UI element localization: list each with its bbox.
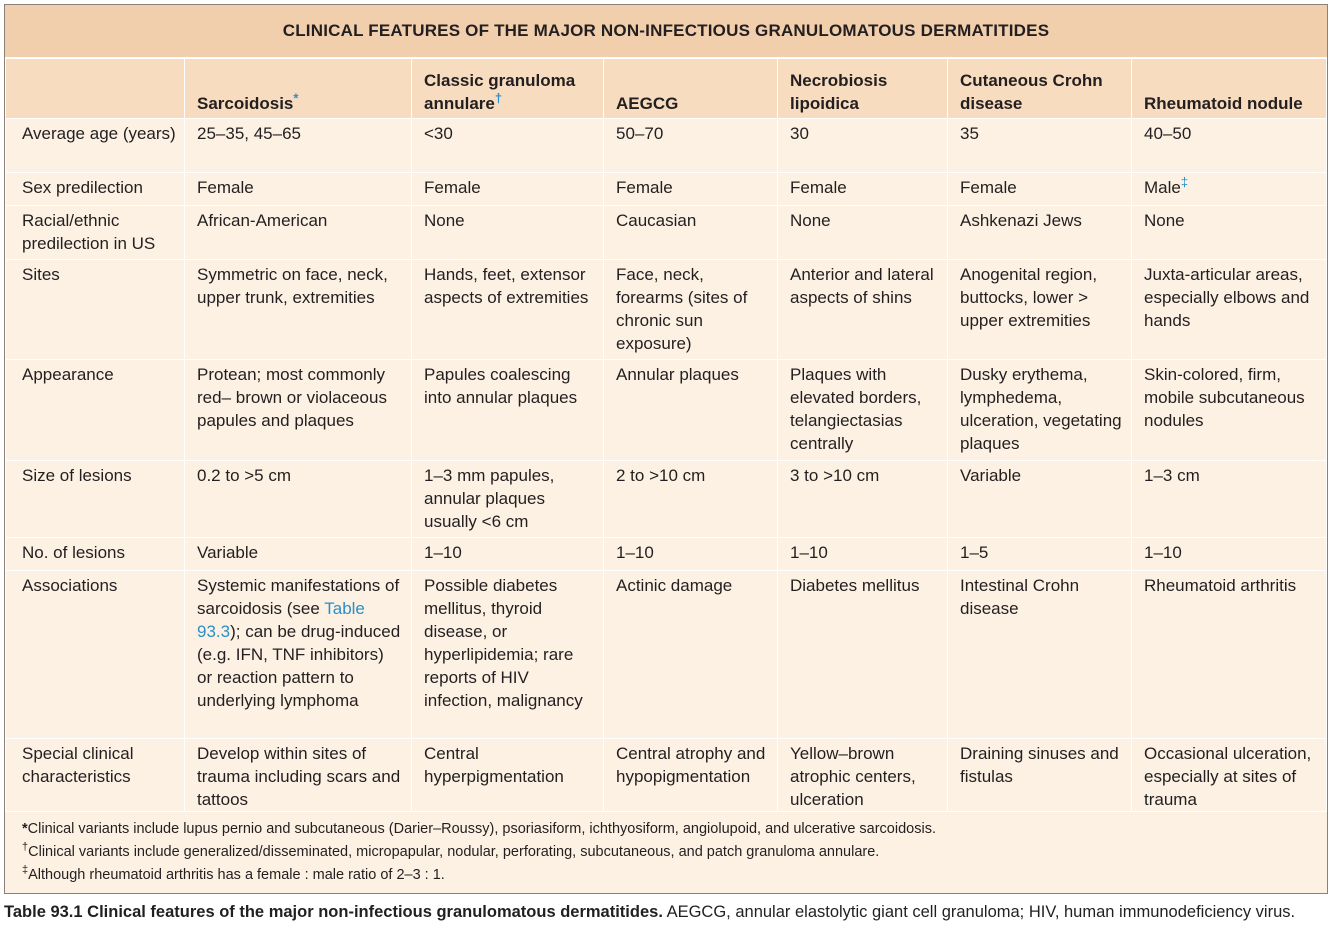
row-header: No. of lesions (6, 538, 185, 571)
cell-text: Female (616, 178, 673, 197)
cell-text: 3 to >10 cm (790, 466, 880, 485)
cell-text: Hands, feet, extensor aspects of extremities (424, 265, 589, 307)
column-header-label: Rheumatoid nodule (1144, 94, 1303, 113)
column-header-label: Necrobiosis lipoidica (790, 71, 888, 113)
table-caption (4, 902, 1324, 923)
table-cell (604, 173, 778, 206)
column-header (412, 59, 604, 119)
column-header (185, 59, 412, 119)
row-header: Sex predilection (6, 173, 185, 206)
table-cell (1132, 739, 1327, 812)
row-header: Appearance (6, 360, 185, 461)
table-cell (412, 206, 604, 260)
cell-text: Central hyperpigmentation (424, 744, 564, 786)
table-cell (185, 538, 412, 571)
table-row (6, 538, 1327, 571)
clinical-features-table (4, 4, 1328, 894)
table-reference-link[interactable]: Table 93.3 (197, 599, 365, 641)
footnote (22, 841, 1327, 864)
cell-text: Female (960, 178, 1017, 197)
table-cell (412, 538, 604, 571)
table-row (6, 739, 1327, 812)
column-header-label: Cutaneous Crohn disease (960, 71, 1103, 113)
table-cell (604, 260, 778, 360)
table-cell (1132, 173, 1327, 206)
table-cell (948, 461, 1132, 538)
cell-text: Variable (960, 466, 1022, 485)
table-cell (778, 538, 948, 571)
cell-text: Male (1144, 178, 1181, 197)
cell-text: Caucasian (616, 211, 697, 230)
cell-text: Actinic damage (616, 576, 733, 595)
table-row (6, 206, 1327, 260)
cell-text: 1–10 (424, 543, 462, 562)
table-cell (778, 461, 948, 538)
cell-text: 30 (790, 124, 809, 143)
table-cell (1132, 119, 1327, 173)
cell-text: 25–35, 45–65 (197, 124, 301, 143)
cell-text: 2 to >10 cm (616, 466, 706, 485)
table-cell (185, 360, 412, 461)
table-cell (1132, 360, 1327, 461)
cell-text: Anterior and lateral aspects of shins (790, 265, 934, 307)
footnote-mark: † (494, 90, 503, 106)
row-header: Racial/ethnic predilection in US (6, 206, 185, 260)
cell-text: Symmetric on face, neck, upper trunk, extremities (197, 265, 388, 307)
table-cell (412, 173, 604, 206)
cell-text: Skin-colored, firm, mobile subcutaneous nodules (1144, 365, 1305, 430)
cell-text: Systemic manifestations of sarcoidosis (see (197, 576, 400, 618)
table-cell (778, 260, 948, 360)
column-header (604, 59, 778, 119)
features-grid (5, 58, 1327, 812)
table-cell (948, 173, 1132, 206)
cell-text: Female (197, 178, 254, 197)
table-body (6, 119, 1327, 812)
cell-text: Female (790, 178, 847, 197)
cell-text: Variable (197, 543, 259, 562)
table-row (6, 360, 1327, 461)
table-cell (412, 571, 604, 739)
cell-text: ); can be drug-induced (e.g. IFN, TNF inhibitors) or reaction pattern to underlying lymphoma (197, 622, 401, 710)
footnote-text: Clinical variants include generalized/disseminated, micropapular, nodular, perforating, subcutaneous, and patch granuloma annulare. (28, 844, 880, 860)
table-cell (185, 739, 412, 812)
table-cell (1132, 206, 1327, 260)
table-cell (1132, 538, 1327, 571)
row-header: Sites (6, 260, 185, 360)
table-cell (604, 119, 778, 173)
cell-text: 1–10 (790, 543, 828, 562)
table-row (6, 260, 1327, 360)
table-cell (778, 119, 948, 173)
table-cell (778, 571, 948, 739)
cell-text: 1–10 (616, 543, 654, 562)
column-header (1132, 59, 1327, 119)
table-cell (948, 571, 1132, 739)
cell-text: 0.2 to >5 cm (197, 466, 292, 485)
row-header: Average age (years) (6, 119, 185, 173)
table-cell (778, 206, 948, 260)
cell-text: 50–70 (616, 124, 664, 143)
cell-text: Female (424, 178, 481, 197)
table-cell (948, 206, 1132, 260)
footnote (22, 818, 1327, 841)
cell-text: 40–50 (1144, 124, 1192, 143)
table-cell (412, 260, 604, 360)
column-header-label: Classic granuloma annulare (424, 71, 576, 113)
cell-text: Diabetes mellitus (790, 576, 920, 595)
table-row (6, 119, 1327, 173)
table-cell (185, 173, 412, 206)
table-cell (1132, 260, 1327, 360)
footnote-symbol: * (22, 821, 28, 837)
footnote-symbol: † (22, 841, 29, 854)
table-cell (412, 360, 604, 461)
cell-text: 1–3 cm (1144, 466, 1200, 485)
cell-text: Papules coalescing into annular plaques (424, 365, 578, 407)
table-cell (604, 739, 778, 812)
table-cell (185, 206, 412, 260)
column-header-label: AEGCG (616, 94, 679, 113)
table-cell (185, 260, 412, 360)
table-cell (778, 739, 948, 812)
cell-text: 1–5 (960, 543, 989, 562)
row-header: Size of lesions (6, 461, 185, 538)
cell-text: Anogenital region, buttocks, lower > upper extremities (960, 265, 1098, 330)
table-row (6, 461, 1327, 538)
footnote-mark: * (293, 90, 299, 106)
cell-text: None (424, 211, 465, 230)
footnote-symbol: ‡ (22, 864, 29, 877)
table-cell (948, 739, 1132, 812)
table-cell (604, 461, 778, 538)
cell-text: Central atrophy and hypopigmentation (616, 744, 766, 786)
cell-text: <30 (424, 124, 453, 143)
cell-text: Yellow–brown atrophic centers, ulceration (790, 744, 916, 809)
cell-text: 35 (960, 124, 979, 143)
table-row (6, 571, 1327, 739)
cell-text: Rheumatoid arthritis (1144, 576, 1297, 595)
column-header (778, 59, 948, 119)
table-cell (412, 461, 604, 538)
table-cell (948, 360, 1132, 461)
table-cell (1132, 461, 1327, 538)
column-header-label: Sarcoidosis (197, 94, 294, 113)
cell-text: None (790, 211, 831, 230)
table-cell (1132, 571, 1327, 739)
table-cell (412, 739, 604, 812)
footnote-text: Clinical variants include lupus pernio and subcutaneous (Darier–Roussy), psoriasiform, ichthyosiform, angiolupoid, and ulcerative sarcoidosis. (27, 821, 936, 837)
header-corner (6, 59, 185, 119)
table-cell (185, 119, 412, 173)
table-cell (604, 538, 778, 571)
column-header (948, 59, 1132, 119)
cell-text: Occasional ulceration, especially at sites of trauma (1144, 744, 1312, 809)
table-cell (185, 571, 412, 739)
cell-text: Juxta-articular areas, especially elbows and hands (1144, 265, 1310, 330)
cell-text: African-American (197, 211, 328, 230)
table-cell (412, 119, 604, 173)
cell-text: Face, neck, forearms (sites of chronic sun exposure) (616, 265, 748, 353)
cell-text: Intestinal Crohn disease (960, 576, 1080, 618)
cell-text: Ashkenazi Jews (960, 211, 1082, 230)
cell-text: Plaques with elevated borders, telangiectasias centrally (790, 365, 922, 453)
table-cell (948, 260, 1132, 360)
table-cell (948, 538, 1132, 571)
caption-lead: Table 93.1 Clinical features of the major non-infectious granulomatous dermatitides. (4, 903, 663, 921)
table-cell (778, 360, 948, 461)
cell-text: Draining sinuses and fistulas (960, 744, 1119, 786)
row-header: Associations (6, 571, 185, 739)
table-title: CLINICAL FEATURES OF THE MAJOR NON-INFECTIOUS GRANULOMATOUS DERMATITIDES (5, 5, 1327, 58)
cell-text: 1–3 mm papules, annular plaques usually <6 cm (424, 466, 555, 531)
cell-text: Possible diabetes mellitus, thyroid disease, or hyperlipidemia; rare reports of HIV infection, malignancy (424, 576, 583, 710)
footnote (22, 864, 1327, 887)
table-cell (778, 173, 948, 206)
cell-text: Annular plaques (616, 365, 739, 384)
header-row (6, 59, 1327, 119)
footnotes (5, 812, 1327, 887)
table-cell (604, 571, 778, 739)
footnote-mark: ‡ (1180, 174, 1189, 190)
row-header: Special clinical characteristics (6, 739, 185, 812)
table-cell (948, 119, 1132, 173)
table-row (6, 173, 1327, 206)
cell-text: None (1144, 211, 1185, 230)
caption-text: AEGCG, annular elastolytic giant cell granuloma; HIV, human immunodeficiency virus. (662, 903, 1296, 921)
cell-text: Dusky erythema, lymphedema, ulceration, vegetating plaques (960, 365, 1122, 453)
footnote-text: Although rheumatoid arthritis has a female : male ratio of 2–3 : 1. (28, 867, 445, 883)
table-cell (604, 360, 778, 461)
table-cell (604, 206, 778, 260)
cell-text: Develop within sites of trauma including scars and tattoos (197, 744, 401, 809)
table-cell (185, 461, 412, 538)
cell-text: 1–10 (1144, 543, 1182, 562)
cell-text: Protean; most commonly red– brown or violaceous papules and plaques (197, 365, 387, 430)
